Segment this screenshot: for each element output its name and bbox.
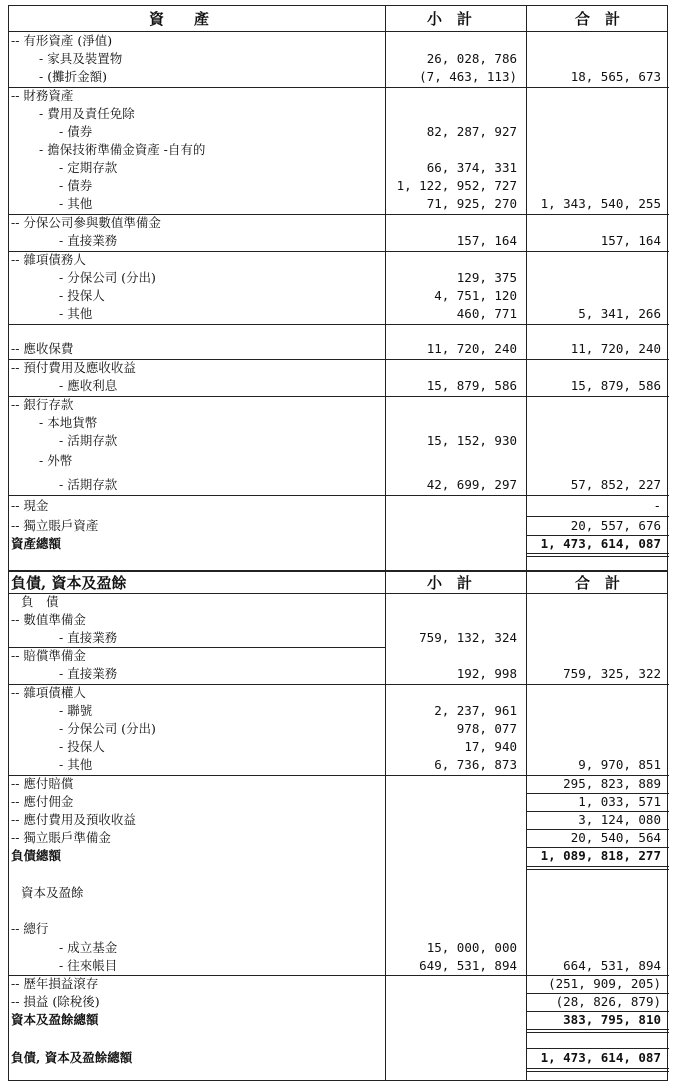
liab-row: -- 雜項債權人 xyxy=(11,685,86,700)
asset-row: - (攤折金額) (7, 463, 113) 18, 565, 673 xyxy=(39,69,661,84)
asset-row: - 債券 1, 122, 952, 727 xyxy=(59,178,517,193)
assets-total-row: 資產總額 1, 473, 614, 087 xyxy=(11,536,661,551)
liab-row: 資本及盈餘 xyxy=(21,885,84,900)
liab-row: - 成立基金 15, 000, 000 xyxy=(59,940,517,955)
asset-row: -- 應收保費 11, 720, 240 11, 720, 240 xyxy=(11,341,661,356)
asset-row: -- 分保公司參與數值準備金 xyxy=(11,215,161,230)
liab-header-row xyxy=(9,573,669,593)
liab-row: - 往來帳目 649, 531, 894 664, 531, 894 xyxy=(59,958,661,973)
liab-row: -- 損益 (除稅後) (28, 826, 879) xyxy=(11,994,661,1009)
asset-row: -- 預付費用及應收收益 xyxy=(11,360,136,375)
asset-row: - 其他 71, 925, 270 1, 343, 540, 255 xyxy=(59,196,661,211)
assets-title: 資 產 xyxy=(149,10,210,28)
asset-row: - 直接業務 157, 164 157, 164 xyxy=(59,233,661,248)
liab-row: - 投保人 17, 940 xyxy=(59,739,517,754)
liab-row: -- 應付費用及預收收益 3, 124, 080 xyxy=(11,812,661,827)
liab-row: - 直接業務 192, 998 759, 325, 322 xyxy=(59,666,661,681)
liab-row: -- 總行 xyxy=(11,921,49,936)
liab-subtotal-heading: 小 計 xyxy=(427,574,473,592)
asset-row: - 其他 460, 771 5, 341, 266 xyxy=(59,306,661,321)
capital-total-row: 資本及盈餘總額 383, 795, 810 xyxy=(11,1012,661,1027)
asset-row: -- 現金 - xyxy=(11,498,661,513)
liab-row: -- 數值準備金 xyxy=(11,612,86,627)
asset-row: -- 雜項債務人 xyxy=(11,252,86,267)
liab-row: - 其他 6, 736, 873 9, 970, 851 xyxy=(59,757,661,772)
assets-subtotal-heading: 小 計 xyxy=(427,10,473,28)
liab-row: -- 歷年損益滾存 (251, 909, 205) xyxy=(11,976,661,991)
grand-total-row: 負債, 資本及盈餘總額 1, 473, 614, 087 xyxy=(11,1050,661,1065)
liab-title: 負債, 資本及盈餘 xyxy=(11,574,127,592)
asset-row: -- 獨立賬戶資產 20, 557, 676 xyxy=(11,518,661,533)
liab-row: -- 應付賠償 295, 823, 889 xyxy=(11,776,661,791)
asset-row: -- 有形資產 (淨值) xyxy=(11,33,113,48)
asset-row: - 本地貨幣 xyxy=(39,415,98,430)
liab-row: -- 獨立賬戶準備金 20, 540, 564 xyxy=(11,830,661,845)
liab-row: 負 債 xyxy=(21,594,59,609)
asset-row: - 定期存款 66, 374, 331 xyxy=(59,160,517,175)
asset-row: - 活期存款 42, 699, 297 57, 852, 227 xyxy=(59,477,661,492)
liab-row: - 聯號 2, 237, 961 xyxy=(59,703,517,718)
asset-row: -- 財務資產 xyxy=(11,88,74,103)
asset-row: - 分保公司 (分出) 129, 375 xyxy=(59,270,517,285)
liab-row: - 直接業務 759, 132, 324 xyxy=(59,630,517,645)
asset-row: - 擔保技術準備金資產 -自有的 xyxy=(39,142,206,157)
liab-row: - 分保公司 (分出) 978, 077 xyxy=(59,721,517,736)
asset-row: - 債券 82, 287, 927 xyxy=(59,124,517,139)
liab-total-heading: 合 計 xyxy=(575,574,621,592)
asset-row: - 家具及裝置物 26, 028, 786 xyxy=(39,51,517,66)
asset-row: -- 銀行存款 xyxy=(11,397,74,412)
liab-row: -- 應付佣金 1, 033, 571 xyxy=(11,794,661,809)
balance-sheet xyxy=(8,5,668,1081)
liab-row: -- 賠償準備金 xyxy=(11,648,86,663)
asset-row: - 外幣 xyxy=(39,453,73,468)
liab-total-row: 負債總額 1, 089, 818, 277 xyxy=(11,848,661,863)
assets-total-heading: 合 計 xyxy=(575,10,621,28)
asset-row: - 應收利息 15, 879, 586 15, 879, 586 xyxy=(59,378,661,393)
asset-row: - 費用及責任免除 xyxy=(39,106,135,121)
asset-row: - 投保人 4, 751, 120 xyxy=(59,288,517,303)
asset-row: - 活期存款 15, 152, 930 xyxy=(59,433,517,448)
assets-header-row xyxy=(9,9,669,29)
